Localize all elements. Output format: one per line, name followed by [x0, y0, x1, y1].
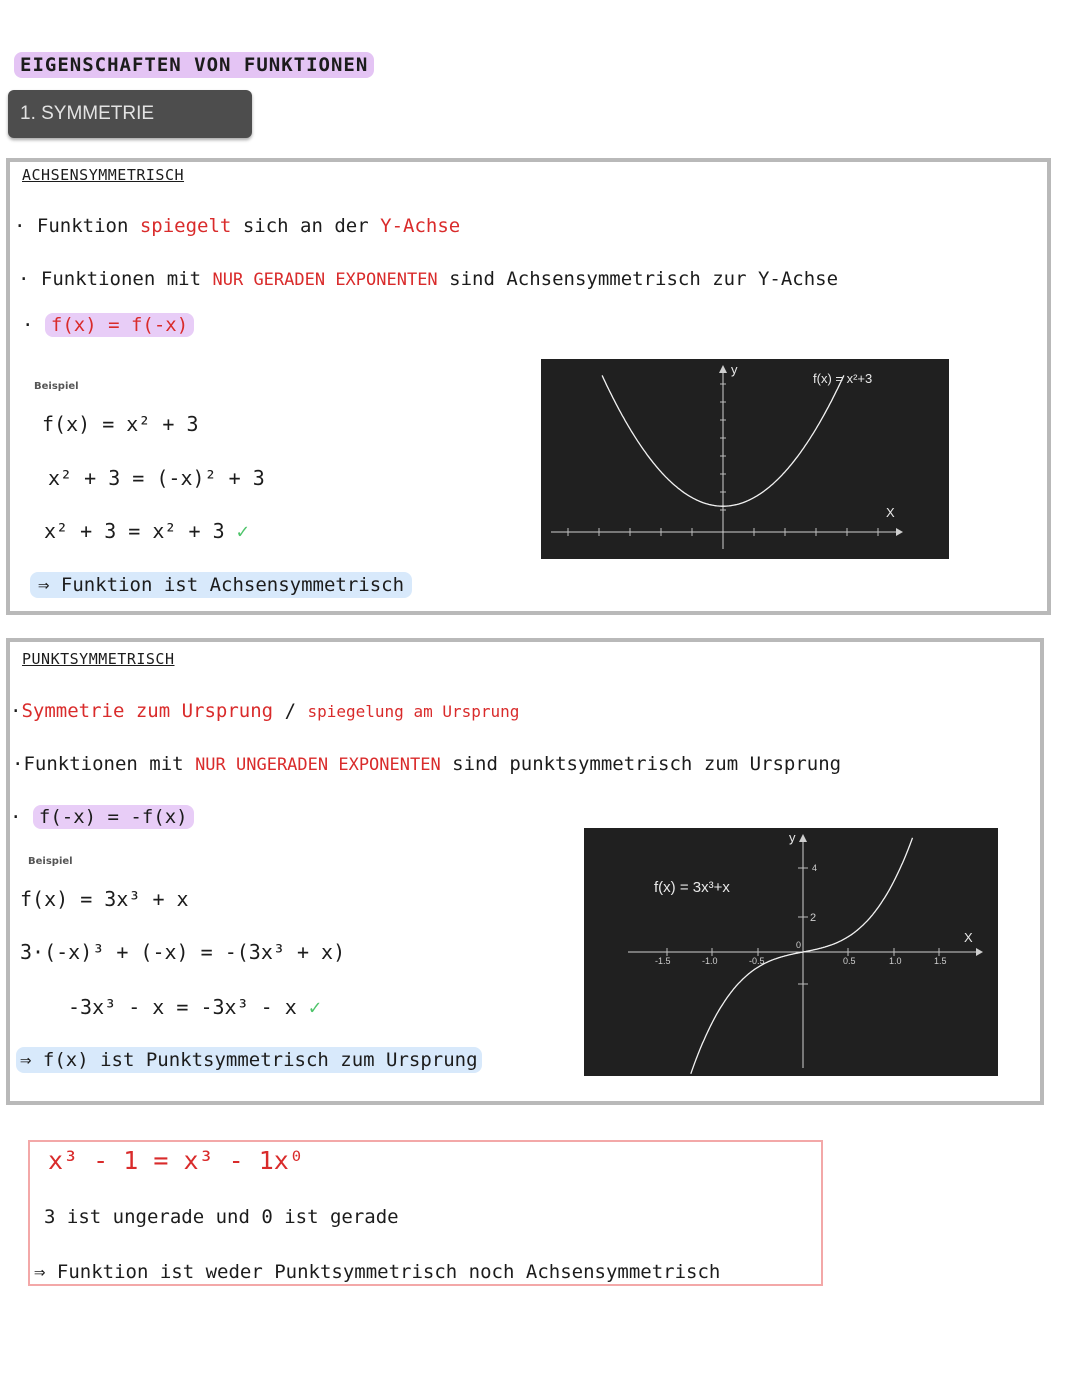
axial-example-3 — [44, 519, 249, 543]
point-example-1: f(x) = 3x³ + x — [20, 887, 189, 911]
cubic-graph — [584, 828, 998, 1076]
axial-heading: ACHSENSYMMETRISCH — [22, 166, 185, 184]
cubic-svg — [584, 828, 998, 1076]
point-line1-sep: / — [284, 700, 297, 722]
point-line-1: ·Symmetrie zum Ursprung / spiegelung am Ursprung — [10, 700, 520, 722]
x-tick-label: -1.5 — [655, 956, 671, 966]
origin-label: 0 — [796, 940, 802, 950]
axial-line1-red2: Y-Achse — [380, 215, 461, 237]
check-icon: ✓ — [308, 995, 321, 1019]
point-example-label: Beispiel — [28, 856, 73, 867]
x-tick-label: 1.5 — [934, 956, 947, 966]
check-icon: ✓ — [236, 519, 249, 543]
point-formula: f(-x) = -f(x) — [33, 805, 194, 829]
x-tick-label: 0.5 — [843, 956, 856, 966]
point-line1-red2: spiegelung am Ursprung — [307, 702, 520, 721]
x-tick-label: -0.5 — [749, 956, 765, 966]
parabola-graph — [541, 359, 949, 559]
point-line2-suffix: sind punktsymmetrisch zum Ursprung — [452, 753, 842, 775]
x-axis-label: X — [964, 930, 973, 945]
axial-line-2: · Funktionen mit NUR GERADEN EXPONENTEN sind Achsensymmetrisch zur Y-Achse — [18, 268, 839, 290]
y-tick-label: 4 — [812, 863, 818, 873]
axial-example-2: x² + 3 = (-x)² + 3 — [48, 466, 265, 490]
page-title: EIGENSCHAFTEN VON FUNKTIONEN — [14, 52, 374, 78]
axial-formula: f(x) = f(-x) — [45, 313, 194, 337]
parabola-svg — [541, 359, 949, 559]
point-example-3 — [68, 995, 321, 1019]
axial-line2-prefix: Funktionen mit — [40, 268, 202, 290]
note-line-3: ⇒ Funktion ist weder Punktsymmetrisch noch Achsensymmetrisch — [34, 1261, 721, 1283]
parabola-function-label: f(x) = x²+3 — [813, 371, 873, 386]
note-line-2: 3 ist ungerade und 0 ist gerade — [44, 1206, 399, 1228]
axial-conclusion-text: ⇒ Funktion ist Achsensymmetrisch — [30, 572, 412, 598]
point-example-2: 3·(-x)³ + (-x) = -(3x³ + x) — [20, 940, 346, 964]
axial-line1-mid: sich an der — [242, 215, 369, 237]
axial-conclusion — [30, 574, 412, 596]
y-tick-label: 2 — [810, 912, 817, 924]
point-line-2: ·Funktionen mit NUR UNGERADEN EXPONENTEN sind punktsymmetrisch zum Ursprung — [12, 753, 842, 775]
axial-example-1: f(x) = x² + 3 — [42, 412, 199, 436]
section-header-symmetry[interactable]: 1. SYMMETRIE — [8, 90, 252, 138]
note-equation: x³ - 1 = x³ - 1x⁰ — [48, 1146, 304, 1175]
cubic-function-label: f(x) = 3x³+x — [654, 879, 730, 896]
x-tick-label: -1.0 — [702, 956, 718, 966]
axial-line-1: · Funktion spiegelt sich an der Y-Achse — [14, 215, 461, 237]
axial-line2-suffix: sind Achsensymmetrisch zur Y-Achse — [449, 268, 839, 290]
point-line-3: · f(-x) = -f(x) — [10, 806, 194, 828]
x-axis-label: X — [886, 505, 895, 520]
point-example-3-text: -3x³ - x = -3x³ - x — [68, 995, 297, 1019]
axial-example-label: Beispiel — [34, 381, 79, 392]
y-axis-label: y — [789, 830, 796, 845]
x-tick-label: 1.0 — [889, 956, 902, 966]
cubic-curve — [691, 838, 913, 1074]
point-line1-red: Symmetrie zum Ursprung — [21, 700, 274, 722]
point-line2-prefix: Funktionen mit — [23, 753, 184, 775]
axial-line2-red: NUR GERADEN EXPONENTEN — [212, 270, 438, 290]
axial-example-3-text: x² + 3 = x² + 3 — [44, 519, 225, 543]
axial-line-3: · f(x) = f(-x) — [22, 314, 194, 336]
axial-line1-prefix: Funktion — [36, 215, 129, 237]
x-axis-arrow — [896, 528, 903, 536]
point-conclusion-text: ⇒ f(x) ist Punktsymmetrisch zum Ursprung — [16, 1047, 482, 1073]
point-line2-red: NUR UNGERADEN EXPONENTEN — [195, 755, 441, 775]
y-axis-label: y — [731, 362, 738, 377]
y-axis-arrow — [799, 834, 807, 842]
y-axis-arrow — [719, 365, 727, 373]
axial-line1-red: spiegelt — [139, 215, 232, 237]
x-axis-arrow — [976, 948, 983, 956]
point-conclusion — [16, 1049, 482, 1071]
point-heading: PUNKTSYMMETRISCH — [22, 650, 175, 668]
